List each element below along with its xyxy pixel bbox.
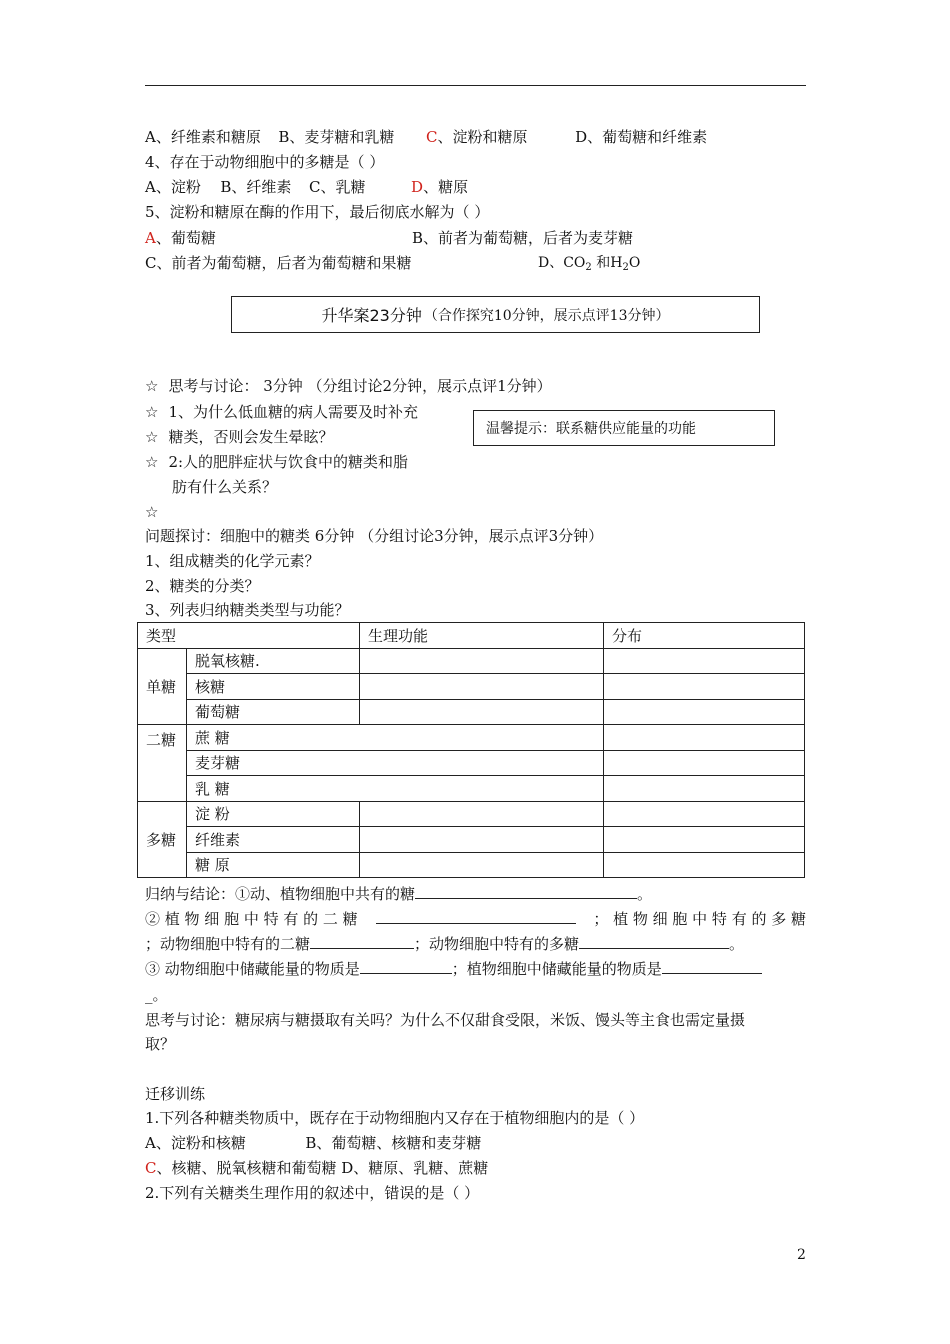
item-label: 淀 粉 — [187, 801, 360, 827]
sugar-table — [137, 622, 805, 878]
exploration-q2: 2、糖类的分类？ — [145, 577, 260, 595]
group-label: 单糖 — [138, 648, 187, 725]
transfer-q1-option-d: D、糖原、乳糖、蔗糖 — [341, 1159, 489, 1177]
star-icon: ☆ — [145, 428, 159, 446]
conclusion-line1 — [145, 884, 652, 904]
item-label: 核糖 — [187, 674, 360, 700]
q5-option-d-mid: 和H — [591, 255, 623, 271]
blank-plant-disaccharide[interactable] — [376, 909, 576, 924]
discussion-item2a-text: 2:人的肥胖症状与饮食中的糖类和脂 — [168, 453, 409, 471]
q4-option-c: C、乳糖 — [309, 178, 366, 196]
transfer-q2: 2.下列有关糖类生理作用的叙述中，错误的是（ ） — [145, 1184, 480, 1202]
table-row — [138, 852, 805, 878]
distribution-cell[interactable] — [604, 674, 805, 700]
transfer-q1-option-c-letter: C — [145, 1159, 157, 1177]
discussion-header-text: 思考与讨论： 3分钟 （分组讨论2分钟，展示点评1分钟） — [168, 377, 552, 395]
conclusion-line3-end: 。 — [729, 935, 745, 953]
distribution-cell[interactable] — [604, 699, 805, 725]
item-label: 糖 原 — [187, 852, 360, 878]
distribution-cell[interactable] — [604, 801, 805, 827]
q4-option-b: B、纤维素 — [220, 178, 292, 196]
table-row — [138, 699, 805, 725]
transfer-q1-options-ab — [145, 1133, 481, 1153]
function-cell[interactable] — [360, 648, 604, 674]
q3-option-a: A、纤维素和糖原 — [145, 128, 261, 146]
distribution-cell[interactable] — [604, 750, 805, 776]
conclusion-line1-text: 归纳与结论：①动、植物细胞中共有的糖 — [145, 885, 416, 903]
table-row — [138, 750, 805, 776]
star-icon: ☆ — [145, 377, 159, 395]
conclusion-line4-mid: ；植物细胞中储藏能量的物质是 — [451, 960, 662, 978]
transfer-title: 迁移训练 — [145, 1085, 206, 1103]
q5-options-row1 — [145, 228, 216, 248]
discussion-item1b — [145, 427, 333, 447]
conclusion-line1-end: 。 — [637, 885, 653, 903]
table-row — [138, 801, 805, 827]
q5-option-c: C、前者为葡萄糖，后者为葡萄糖和果糖 — [145, 254, 412, 272]
table-row — [138, 725, 805, 751]
group-label: 多糖 — [138, 801, 187, 878]
discussion-item2a — [145, 452, 408, 472]
discussion-item3 — [145, 502, 168, 522]
transfer-q1-option-c: 、核糖、脱氧核糖和葡萄糖 — [156, 1159, 337, 1177]
transfer-q1: 1.下列各种糖类物质中，既存在于动物细胞内又存在于植物细胞内的是（ ） — [145, 1109, 645, 1127]
conclusion-line5: _。 — [145, 986, 168, 1004]
exploration-header: 问题探讨：细胞中的糖类 6分钟 （分组讨论3分钟，展示点评3分钟） — [145, 527, 604, 545]
table-header-distribution: 分布 — [604, 623, 805, 649]
table-row — [138, 648, 805, 674]
discussion-item1a — [145, 402, 418, 422]
q5-option-d-sub1: 2 — [585, 262, 592, 273]
function-cell[interactable] — [360, 852, 604, 878]
blank-animal-disaccharide[interactable] — [310, 934, 414, 949]
item-label: 蔗 糖 — [187, 725, 604, 751]
exploration-q1: 1、组成糖类的化学元素？ — [145, 552, 320, 570]
distribution-cell[interactable] — [604, 827, 805, 853]
distribution-cell[interactable] — [604, 725, 805, 751]
discussion-item1b-text: 糖类，否则会发生晕眩？ — [168, 428, 334, 446]
q3-option-c: 、淀粉和糖原 — [437, 128, 528, 146]
conclusion-line2 — [145, 909, 806, 929]
q5-option-b: B、前者为葡萄糖，后者为麦芽糖 — [412, 229, 634, 247]
exploration-q3: 3、列表归纳糖类类型与功能？ — [145, 601, 350, 619]
table-row — [138, 674, 805, 700]
page-number: 2 — [797, 1247, 806, 1263]
function-cell[interactable] — [360, 801, 604, 827]
header-rule — [145, 85, 806, 86]
blank-shared-sugar[interactable] — [415, 884, 637, 899]
banner-note: （合作探究10分钟，展示点评13分钟） — [423, 307, 670, 324]
transfer-q1-option-a: A、淀粉和核糖 — [145, 1134, 246, 1152]
conclusion-line2-mid: ； 植 物 细 胞 中 特 有 的 多 糖 — [593, 910, 806, 928]
function-cell[interactable] — [360, 827, 604, 853]
q5-option-d — [538, 253, 640, 278]
tip-box — [473, 410, 775, 446]
function-cell[interactable] — [360, 699, 604, 725]
item-label: 麦芽糖 — [187, 750, 604, 776]
transfer-q1-options-cd — [145, 1158, 488, 1178]
group-label: 二糖 — [138, 725, 187, 802]
conclusion-line4 — [145, 959, 762, 979]
conclusion-line3-text: ；动物细胞中特有的二糖 — [145, 935, 311, 953]
q5-option-d-pre: D、CO — [538, 255, 586, 271]
distribution-cell[interactable] — [604, 776, 805, 802]
q5-option-d-sub2: 2 — [622, 262, 629, 273]
distribution-cell[interactable] — [604, 648, 805, 674]
conclusion-line3-mid: ；动物细胞中特有的多糖 — [414, 935, 580, 953]
table-header-row — [138, 623, 805, 649]
think-line2: 取？ — [145, 1035, 176, 1053]
banner-title: 升华案23分钟 — [321, 306, 422, 325]
item-label: 乳 糖 — [187, 776, 604, 802]
q4-options — [145, 177, 468, 197]
star-icon: ☆ — [145, 403, 159, 421]
q5-option-a: 、葡萄糖 — [155, 229, 216, 247]
blank-animal-storage[interactable] — [360, 959, 452, 974]
discussion-item2b: 肪有什么关系？ — [172, 478, 278, 496]
table-row — [138, 827, 805, 853]
q4-option-d-letter: D — [411, 178, 424, 196]
section-banner — [231, 296, 760, 333]
q5-stem: 5、淀粉和糖原在酶的作用下，最后彻底水解为（ ） — [145, 203, 490, 221]
q5-option-d-post: O — [628, 255, 641, 271]
star-icon: ☆ — [145, 453, 159, 471]
q4-option-a: A、淀粉 — [145, 178, 201, 196]
star-icon: ☆ — [145, 503, 159, 521]
conclusion-line3 — [145, 934, 744, 954]
think-line1: 思考与讨论：糖尿病与糖摄取有关吗？为什么不仅甜食受限，米饭、馒头等主食也需定量摄 — [145, 1011, 746, 1029]
conclusion-line4-text: ③ 动物细胞中储藏能量的物质是 — [145, 960, 360, 978]
q3-options — [145, 127, 707, 147]
function-cell[interactable] — [360, 674, 604, 700]
q3-option-d: D、葡萄糖和纤维素 — [575, 128, 708, 146]
table-row — [138, 776, 805, 802]
q4-option-d: 、糖原 — [423, 178, 469, 196]
discussion-header — [145, 376, 552, 396]
blank-plant-storage[interactable] — [662, 959, 762, 974]
q4-stem: 4、存在于动物细胞中的多糖是（ ） — [145, 153, 385, 171]
distribution-cell[interactable] — [604, 852, 805, 878]
blank-animal-polysaccharide[interactable] — [579, 934, 729, 949]
item-label: 脱氧核糖. — [187, 648, 360, 674]
tip-text: 温馨提示：联系糖供应能量的功能 — [486, 421, 696, 437]
item-label: 葡萄糖 — [187, 699, 360, 725]
transfer-q1-option-b: B、葡萄糖、核糖和麦芽糖 — [305, 1134, 482, 1152]
conclusion-line2-text: ② 植 物 细 胞 中 特 有 的 二 糖 — [145, 910, 358, 928]
q3-option-c-letter: C — [426, 128, 438, 146]
table-header-function: 生理功能 — [360, 623, 604, 649]
item-label: 纤维素 — [187, 827, 360, 853]
discussion-item1a-text: 1、为什么低血糖的病人需要及时补充 — [168, 403, 418, 421]
q5-option-a-letter: A — [145, 229, 156, 247]
table-header-type: 类型 — [138, 623, 360, 649]
q3-option-b: B、麦芽糖和乳糖 — [278, 128, 395, 146]
